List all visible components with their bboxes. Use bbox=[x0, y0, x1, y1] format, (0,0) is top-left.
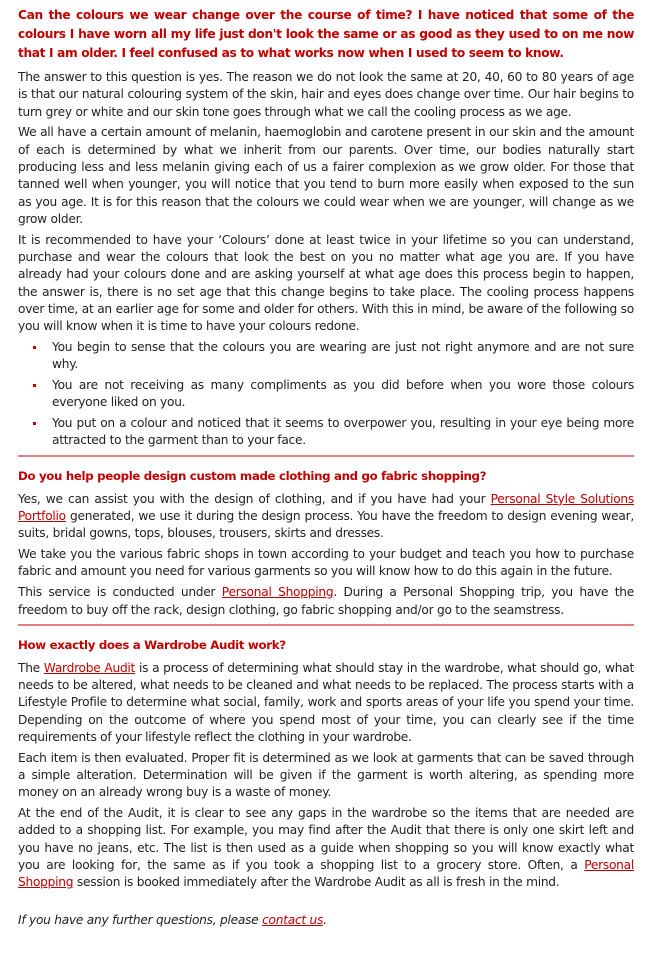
answer-paragraph: The answer to this question is yes. The reason we do not look the same at 20, 40, 60 to 80 years of age is that our natural colouring system of the skin, hair and eyes does change over time. Our hair begins to turn grey or white and our skin tone goes through what we call the cooling process as we age. bbox=[18, 70, 634, 119]
faq-colours-over-time bbox=[18, 6, 634, 450]
wardrobe-audit-link[interactable]: Wardrobe Audit bbox=[43, 660, 136, 675]
personal-style-solutions-portfolio-link[interactable]: Personal Style Solutions Portfolio bbox=[18, 491, 634, 524]
question-heading: Can the colours we wear change over the course of time? I have noticed that some of the colours I have worn all my life just don't look the same or as good as they used to on me now that I am older. I feel confused as to what works now when I used to seem to know. bbox=[18, 8, 634, 60]
answer-paragraph bbox=[18, 491, 634, 543]
answer-paragraph bbox=[18, 660, 634, 746]
contact-us-link[interactable]: contact us bbox=[262, 912, 324, 927]
text: is a process of determining what should stay in the wardrobe, what should go, what needs to be altered, what needs to be cleaned and what needs to be replaced. The process starts with a Lifestyle Profile to determine what social, family, work and sports areas of your life you spend your time. Depending on the outcome of where you spend most of your time, you can clearly see if the time requirements of your lifestyle reflect the clothing in your wardrobe. bbox=[18, 660, 634, 744]
text: . bbox=[323, 912, 327, 927]
text: . During a Personal Shopping trip, you have the freedom to buy off the rack, design clothing, go fabric shopping and/or go to the seamstress. bbox=[18, 585, 634, 617]
answer-paragraph bbox=[18, 805, 634, 891]
answer-paragraph: We take you the various fabric shops in town according to your budget and teach you how to purchase fabric and amount you need for various garments so you will know how to do this again in the future. bbox=[18, 547, 634, 579]
section-divider bbox=[18, 624, 634, 626]
question-heading: Do you help people design custom made clothing and go fabric shopping? bbox=[18, 468, 487, 483]
text: The bbox=[18, 660, 44, 675]
answer-paragraph: It is recommended to have your ‘Colours’ done at least twice in your lifetime so you can understand, purchase and wear the colours that look the best on you no matter what age you are. If you have already had your colours done and are asking yourself at what age does this process begin to happen, the answer is, there is no set age that this change begins to take place. The cooling process happens over time, at an earlier age for some and older for others. With this in mind, be aware of the following so you will know when it is time to have your colours redone. bbox=[18, 232, 634, 334]
list-item-text: You begin to sense that the colours you are wearing are just not right anymore and are not sure why. bbox=[52, 339, 634, 372]
text: generated, we use it during the design process. You have the freedom to design evening wear, suits, bridal gowns, tops, blouses, trousers, skirts and dresses. bbox=[18, 509, 634, 541]
text: session is booked immediately after the Wardrobe Audit as all is fresh in the mind. bbox=[73, 875, 560, 890]
bullet-square-icon bbox=[33, 346, 36, 349]
closing-note bbox=[18, 912, 634, 929]
list-item bbox=[18, 415, 634, 450]
list-item bbox=[18, 377, 634, 412]
answer-paragraph bbox=[18, 584, 634, 619]
bullet-square-icon bbox=[33, 384, 36, 387]
bullet-square-icon bbox=[33, 422, 36, 425]
answer-paragraph: Each item is then evaluated. Proper fit is determined as we look at garments that can be saved through a simple alteration. Determination will be given if the garment is worth altering, as spending more money on an already wrong buy is a waste of money. bbox=[18, 750, 634, 800]
list-item bbox=[18, 339, 634, 374]
text: This service is conducted under bbox=[18, 585, 222, 600]
personal-shopping-link[interactable]: Personal Shopping bbox=[18, 858, 634, 890]
faq-custom-clothing bbox=[18, 467, 634, 619]
question-heading: How exactly does a Wardrobe Audit work? bbox=[18, 637, 286, 652]
text: At the end of the Audit, it is clear to see any gaps in the wardrobe so the items that are needed are added to a shopping list. For example, you may find after the Audit that there is only one skirt left and you have no jeans, etc. The list is then used as a guide when shopping so you will know exactly what you are looking for, the same as if you took a shopping list to a grocery store. Often, a bbox=[18, 806, 634, 873]
text: Yes, we can assist you with the design of clothing, and if you have had your bbox=[18, 491, 491, 506]
signs-list bbox=[18, 339, 634, 450]
list-item-text: You are not receiving as many compliments as you did before when you wore those colours everyone liked on you. bbox=[52, 378, 634, 410]
text: If you have any further questions, please bbox=[18, 912, 263, 927]
faq-wardrobe-audit bbox=[18, 636, 634, 892]
personal-shopping-link[interactable]: Personal Shopping bbox=[221, 585, 334, 600]
section-divider bbox=[18, 455, 634, 457]
answer-paragraph: We all have a certain amount of melanin, haemoglobin and carotene present in our skin and the amount of each is determined by what we inherit from our parents. Over time, our bodies naturally start producing less and less melanin giving each of us a fairer complexion as we grow older. For those that tanned well when younger, you will notice that you tend to burn more easily when exposed to the sun as you age. It is for this reason that the colours we could wear when we are younger, will change as we grow older. bbox=[18, 125, 634, 226]
list-item-text: You put on a colour and noticed that it seems to overpower you, resulting in your eye being more attracted to the garment than to your face. bbox=[52, 416, 634, 448]
